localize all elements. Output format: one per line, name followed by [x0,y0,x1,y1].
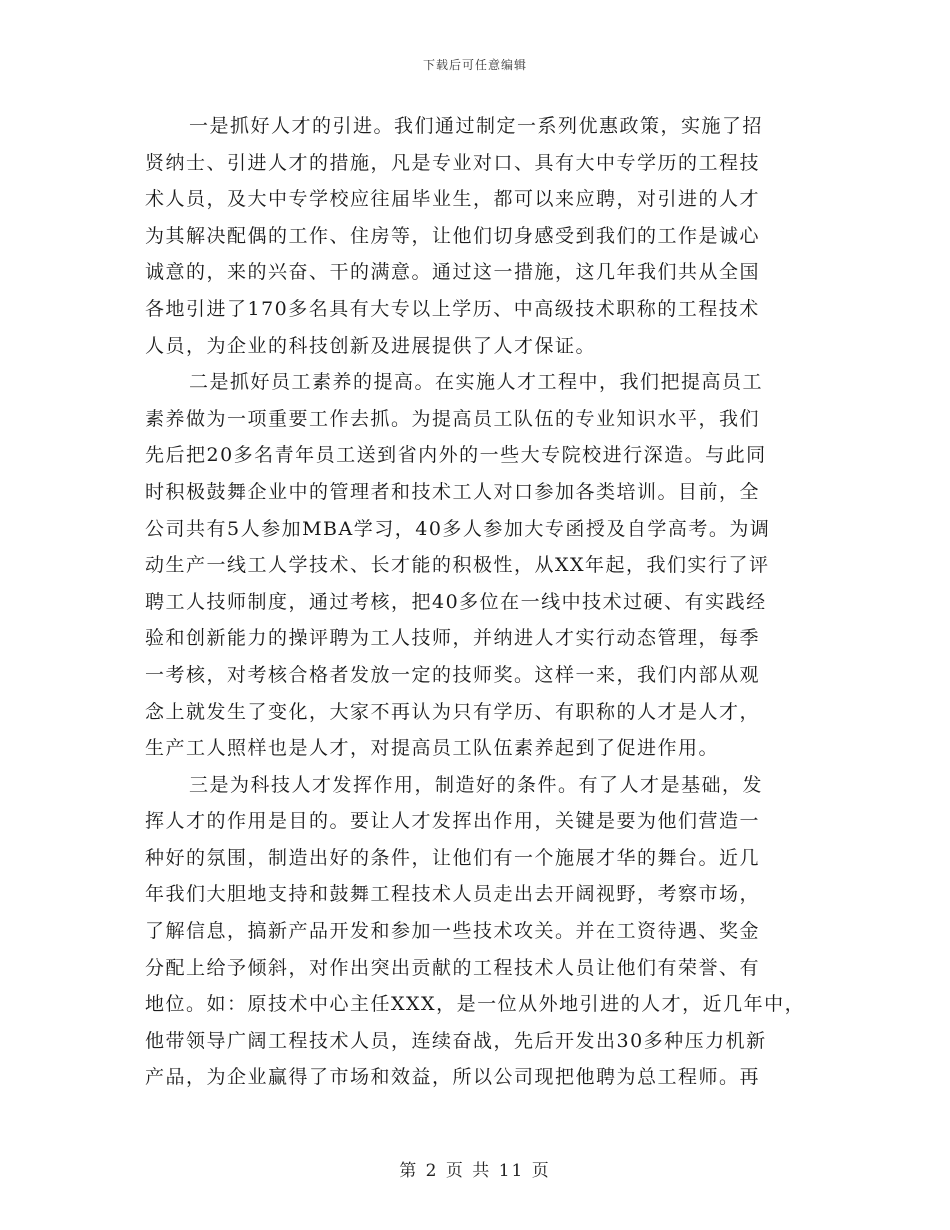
body-line: 聘工人技师制度，通过考核，把40多位在一线中技术过硬、有实践经 [145,590,767,613]
body-line: 挥人才的作用是目的。要让人才发挥出作用，关键是要为他们营造一 [145,810,761,833]
body-line: 年我们大胆地支持和鼓舞工程技术人员走出去开阔视野，考察市场， [145,883,761,906]
body-line: 念上就发生了变化，大家不再认为只有学历、有职称的人才是人才， [145,700,761,723]
body-line: 时积极鼓舞企业中的管理者和技术工人对口参加各类培训。目前，全 [145,480,761,503]
body-line: 素养做为一项重要工作去抓。为提高员工队伍的专业知识水平，我们 [145,407,761,430]
body-line: 验和创新能力的操评聘为工人技师，并纳进人才实行动态管理，每季 [145,627,761,650]
body-line: 一考核，对考核合格者发放一定的技师奖。这样一来，我们内部从观 [145,663,761,686]
body-line: 各地引进了170多名具有大专以上学历、中高级技术职称的工程技术 [145,297,760,320]
body-line: 诚意的，来的兴奋、干的满意。通过这一措施，这几年我们共从全国 [145,261,761,284]
body-line: 种好的氛围，制造出好的条件，让他们有一个施展才华的舞台。近几 [145,846,761,869]
body-line: 贤纳士、引进人才的措施，凡是专业对口、具有大中专学历的工程技 [145,151,761,174]
body-line: 公司共有5人参加MBA学习，40多人参加大专函授及自学高考。为调 [145,517,771,540]
body-line: 产品，为企业赢得了市场和效益，所以公司现把他聘为总工程师。再 [145,1066,761,1089]
body-line: 二是抓好员工素养的提高。在实施人才工程中，我们把提高员工 [189,371,764,394]
body-line: 地位。如：原技术中心主任XXX，是一位从外地引进的人才，近几年中， [145,993,806,1016]
body-line: 动生产一线工人学技术、长才能的积极性，从XX年起，我们实行了评 [145,554,770,577]
body-line: 术人员，及大中专学校应往届毕业生，都可以来应聘，对引进的人才 [145,188,761,211]
body-line: 人员，为企业的科技创新及进展提供了人才保证。 [145,334,597,357]
body-line: 三是为科技人才发挥作用，制造好的条件。有了人才是基础，发 [189,773,764,796]
body-line: 一是抓好人才的引进。我们通过制定一系列优惠政策，实施了招 [189,115,764,137]
body-line: 他带领导广阔工程技术人员，连续奋战，先后开发出30多种压力机新 [145,1029,767,1052]
body-line: 为其解决配偶的工作、住房等，让他们切身感受到我们的工作是诚心 [145,224,761,247]
page-header-note: 下载后可任意编辑 [422,58,527,72]
body-line: 生产工人照样也是人才，对提高员工队伍素养起到了促进作用。 [145,737,720,760]
body-line: 了解信息，搞新产品开发和参加一些技术攻关。并在工资待遇、奖金 [145,920,761,943]
document-body [145,108,825,1096]
body-line: 分配上给予倾斜，对作出突出贡献的工程技术人员让他们有荣誉、有 [145,956,761,979]
body-line: 先后把20多名青年员工送到省内外的一些大专院校进行深造。与此同 [145,444,767,467]
page-number: 第 2 页 共 11 页 [399,1161,551,1181]
